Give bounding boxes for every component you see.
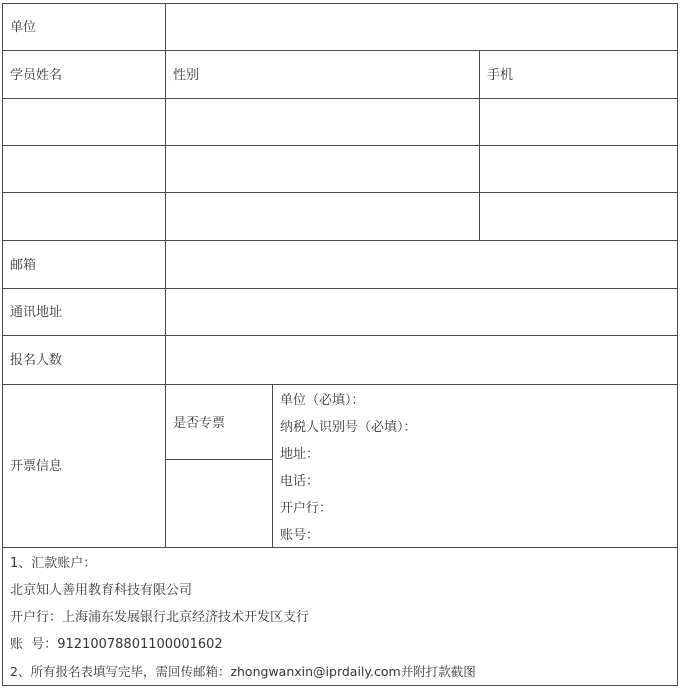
email-label: 邮箱 <box>10 258 37 273</box>
trainee-2-name-field[interactable] <box>3 146 165 192</box>
trainee-name-label: 学员姓名 <box>10 68 63 83</box>
invoice-phone-line: 电话： <box>280 474 320 489</box>
address-field[interactable] <box>166 289 677 335</box>
headcount-field[interactable] <box>166 336 677 384</box>
address-label: 通讯地址 <box>10 305 63 320</box>
trainee-3-name-field[interactable] <box>3 193 165 240</box>
invoice-bank-line: 开户行： <box>280 501 333 516</box>
unit-label: 单位 <box>10 20 37 35</box>
invoice-details-field[interactable] <box>273 385 677 547</box>
notes-bank-name: 开户行：上海浦东发展银行北京经济技术开发区支行 <box>10 610 310 625</box>
email-field[interactable] <box>166 241 677 288</box>
phone-label: 手机 <box>487 68 514 83</box>
border-row-9 <box>2 547 678 548</box>
special-invoice-field[interactable] <box>166 460 272 547</box>
notes-submission-instruction: 2、所有报名表填写完毕，需回传邮箱：zhongwanxin@iprdaily.com并附打款截图 <box>10 664 476 679</box>
invoice-tax-id-line: 纳税人识别号（必填）： <box>280 420 417 435</box>
invoice-unit-line: 单位（必填）： <box>280 393 365 408</box>
trainee-2-gender-field[interactable] <box>166 146 479 192</box>
gender-label: 性别 <box>173 68 200 83</box>
trainee-1-name-field[interactable] <box>3 99 165 145</box>
notes-company-name: 北京知人善用教育科技有限公司 <box>10 583 193 598</box>
invoice-account-line: 账号： <box>280 528 320 543</box>
special-invoice-label: 是否专票 <box>173 416 226 431</box>
trainee-1-gender-field[interactable] <box>166 99 479 145</box>
trainee-3-phone-field[interactable] <box>480 193 677 240</box>
invoice-label: 开票信息 <box>10 459 63 474</box>
border-row-1 <box>2 50 678 51</box>
notes-remittance-heading: 1、汇款账户： <box>10 556 97 571</box>
unit-field[interactable] <box>166 4 677 50</box>
registration-form <box>2 3 678 686</box>
invoice-address-line: 地址： <box>280 447 320 462</box>
trainee-2-phone-field[interactable] <box>480 146 677 192</box>
border-right <box>677 3 678 686</box>
headcount-label: 报名人数 <box>10 353 63 368</box>
notes-account-number: 账 号：91210078801100001602 <box>10 637 223 652</box>
trainee-1-phone-field[interactable] <box>480 99 677 145</box>
trainee-3-gender-field[interactable] <box>166 193 479 240</box>
border-bottom <box>2 685 678 686</box>
